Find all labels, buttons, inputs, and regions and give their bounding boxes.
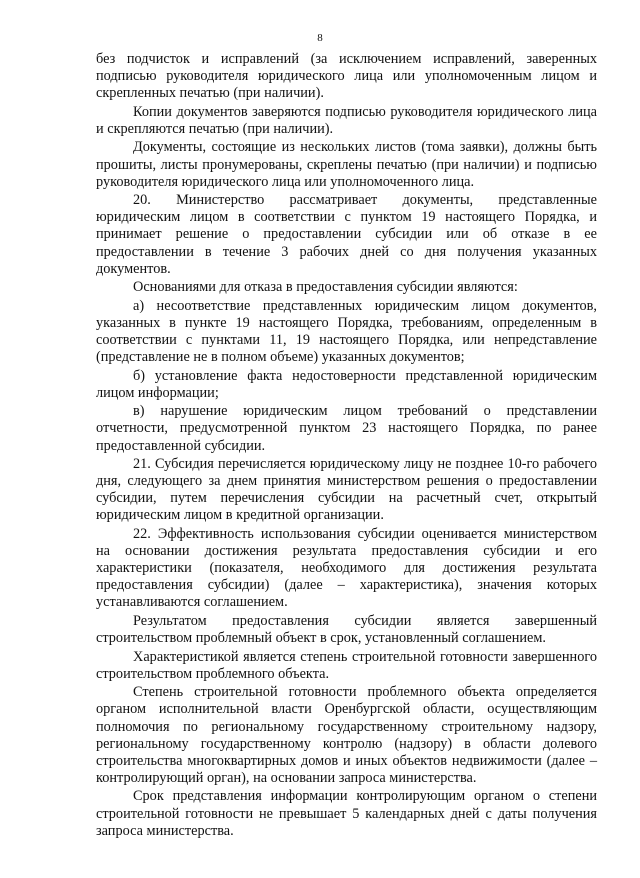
paragraph-clause-22: 22. Эффективность использования субсидии оценивается министерством на основании достижения результата предоставления субсидии и его характеристики (показателя, необходимого для достижения результата предоставления субсидии) (далее – характеристика), значения которых устанавливаются соглашением. xyxy=(96,526,597,611)
paragraph-refusal-grounds: Основаниями для отказа в предоставления субсидии являются: xyxy=(133,279,518,296)
paragraph-readiness-degree: Степень строительной готовности проблемного объекта определяется органом исполнительной власти Оренбургской области, осуществляющим полномочия по региональному государственному строительному надзору, региональному государственному контролю (надзору) в области долевого строительства многоквартирных домов и иных объектов недвижимости (далее – контролирующий орган), на основании запроса министерства. xyxy=(96,684,597,786)
paragraph-ground-a: а) несоответствие представленных юридическим лицом документов, указанных в пункте 19 настоящего Порядка, требованиям, определенным в соответствии с пунктами 11, 19 настоящего Порядка, или непредставление (представление не в полном объеме) указанных документов; xyxy=(96,297,597,366)
paragraph-clause-21: 21. Субсидия перечисляется юридическому лицу не позднее 10-го рабочего дня, следующего за днем принятия министерством решения о предоставлении субсидии, путем перечисления субсидии на расчетный счет, открытый юридическим лицом в кредитной организации. xyxy=(96,456,597,524)
paragraph-multi-sheet-documents: Документы, состоящие из нескольких листов (тома заявки), должны быть прошиты, листы пронумерованы, скреплены печатью (при наличии) и подписью руководителя юридического лица или уполномоченного лица. xyxy=(96,139,597,190)
paragraph-subsidy-result: Результатом предоставления субсидии является завершенный строительством проблемный объект в срок, установленный соглашением. xyxy=(96,613,597,647)
page-number: 8 xyxy=(317,32,323,44)
paragraph-clause-20: 20. Министерство рассматривает документы, представленные юридическим лицом в соответствии с пунктом 19 настоящего Порядка, и принимает решение о предоставлении субсидии или об отказе в ее предоставлении в течение 3 рабочих дней со дня получения указанных документов. xyxy=(96,192,597,277)
paragraph-information-deadline: Срок представления информации контролирующим органом о степени строительной готовности не превышает 5 календарных дней с даты получения запроса министерства. xyxy=(96,788,597,839)
paragraph-characteristic: Характеристикой является степень строительной готовности завершенного строительством проблемного объекта. xyxy=(96,648,597,682)
paragraph-ground-b: б) установление факта недостоверности представленной юридическим лицом информации; xyxy=(96,367,597,401)
paragraph-ground-c: в) нарушение юридическим лицом требований о представлении отчетности, предусмотренной пунктом 23 настоящего Порядка, по ранее предоставленной субсидии. xyxy=(96,403,597,454)
document-body xyxy=(96,51,597,841)
paragraph-continuation: без подчисток и исправлений (за исключением исправлений, заверенных подписью руководителя юридического лица или уполномоченным лицом и скрепленных печатью (при наличии). xyxy=(96,51,597,102)
paragraph-copies-certification: Копии документов заверяются подписью руководителя юридического лица и скрепляются печатью (при наличии). xyxy=(96,103,597,137)
